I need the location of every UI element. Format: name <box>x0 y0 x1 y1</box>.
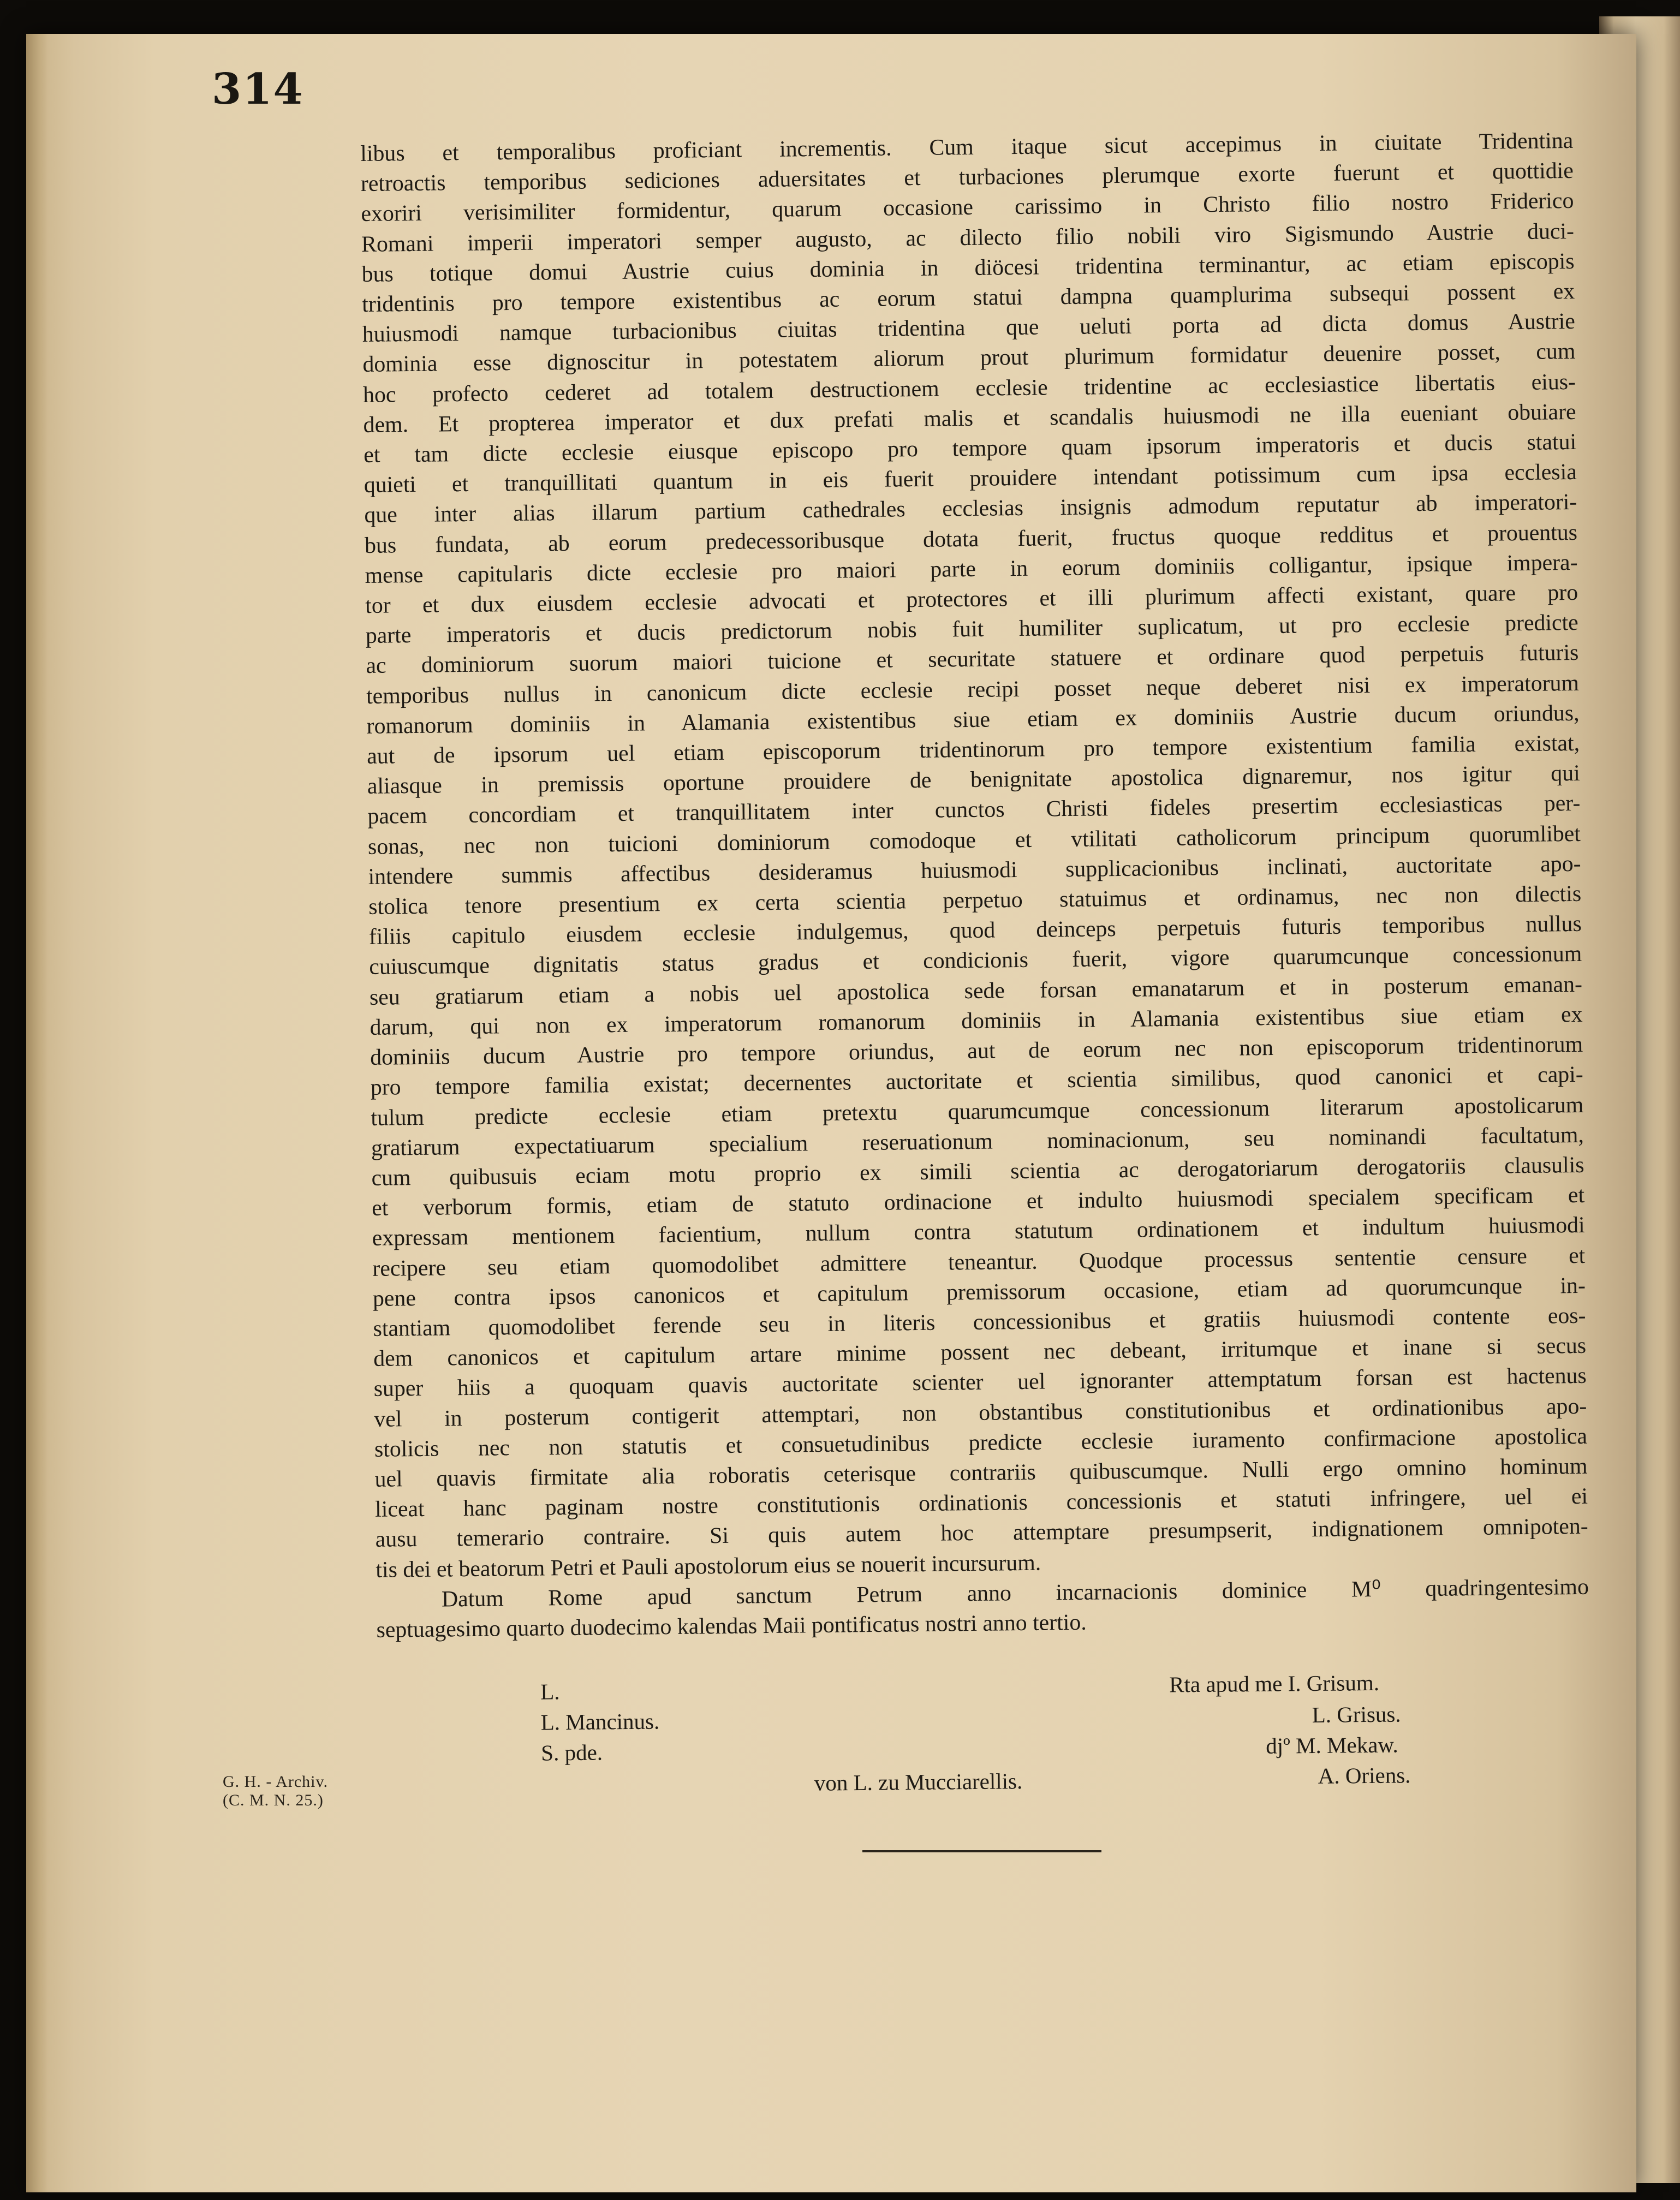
text-line: quieti et tranquillitati quantum in eis fuerit prouidere intendant potissimum cum ipsa ecclesia <box>364 460 1577 498</box>
text-line: et tam dicte ecclesie eiusque episcopo pro tempore quam ipsorum imperatoris et ducis statui <box>364 429 1577 468</box>
archive-reference <box>223 1773 328 1810</box>
text-line: liceat hanc paginam nostre constitutionis ordinationis concessionis et statuti infringere, uel ei <box>374 1483 1588 1522</box>
text-line: recipere seu etiam quomodolibet admittere teneantur. Quodque processus sententie censure et <box>372 1243 1586 1281</box>
text-line: Datum Rome apud sanctum Petrum anno incarnacionis dominice M⁰ quadringentesimo <box>441 1574 1589 1612</box>
text-line: stantiam quomodolibet ferende seu in literis concessionibus et gratiis huiusmodi contente eos- <box>373 1303 1586 1342</box>
text-line: romanorum dominiis in Alamania existentibus siue etiam ex dominiis Austrie ducum oriundus, <box>366 700 1580 739</box>
signature-right-3: djº M. Mekaw. <box>1266 1732 1398 1758</box>
text-line: filiis capitulo eiusdem ecclesie indulgemus, quod deinceps perpetuis futuris temporibus nullus <box>368 911 1582 950</box>
closing-rule <box>862 1850 1101 1852</box>
text-line: tridentinis pro tempore existentibus ac eorum statui dampna quamplurima subsequi possent ex <box>362 278 1575 317</box>
text-line: sonas, nec non tuicioni dominiorum comodoque et vtilitati catholicorum principum quorumlibet <box>367 821 1581 860</box>
page-gutter-shadow <box>26 34 48 2192</box>
text-line: intendere summis affectibus desideramus huiusmodi supplicacionibus inclinati, auctoritate apo- <box>368 851 1581 890</box>
signature-center: von L. zu Mucciarellis. <box>814 1768 1023 1796</box>
text-line: que inter alias illarum partium cathedrales ecclesias insignis admodum reputatur ab imperatori- <box>364 490 1577 528</box>
text-line: exoriri verisimiliter formidentur, quarum occasione carissimo in Christo filio nostro Friderico <box>361 188 1574 227</box>
text-line: pacem concordiam et tranquillitatem inter cunctos Christi fideles presertim ecclesiasticas per- <box>367 791 1581 830</box>
text-line: tor et dux eiusdem ecclesie advocati et protectores et illi plurimum affecti existant, quare pro <box>365 580 1578 618</box>
text-line: stolicis nec non statutis et consuetudinibus predicte ecclesie iuramento confirmacione apostolica <box>374 1423 1588 1462</box>
text-line: mense capitularis dicte ecclesie pro maiori parte in eorum dominiis colligantur, ipsique impera- <box>365 550 1578 588</box>
signature-right-2: L. Grisus. <box>1312 1701 1401 1728</box>
text-line: tis dei et beatorum Petri et Pauli apostolorum eius se nouerit incursurum. <box>376 1550 1041 1583</box>
text-line: bus fundata, ab eorum predecessoribusque dotata fuerit, fructus quoque redditus et prouentus <box>364 520 1578 558</box>
signature-left-1: L. <box>540 1679 560 1704</box>
text-line: dem. Et propterea imperator et dux prefati malis et scandalis huiusmodi ne illa eueniant obuiare <box>363 399 1576 438</box>
text-line: uel quavis firmitate alia roboratis ceterisque contrariis quibuscumque. Nulli ergo omnino hominum <box>374 1453 1588 1492</box>
text-line: retroactis temporibus sediciones aduersitates et turbaciones plerumque exorte fuerunt et quottidie <box>360 158 1574 197</box>
text-line: aliasque in premissis oportune prouidere de benignitate apostolica dignaremur, nos igitur qui <box>367 761 1580 800</box>
text-line: expressam mentionem facientium, nullum contra statutum ordinationem et indultum huiusmodi <box>372 1213 1585 1251</box>
text-line: seu gratiarum etiam a nobis uel apostolica sede forsan emanatarum et in posterum emanan- <box>369 971 1583 1010</box>
signature-right-1: Rta apud me I. Grisum. <box>1169 1670 1380 1697</box>
text-line: pene contra ipsos canonicos et capitulum premissorum occasione, etiam ad quorumcunque in- <box>372 1273 1586 1311</box>
text-line: darum, qui non ex imperatorum romanorum dominiis in Alamania existentibus siue etiam ex <box>370 1001 1583 1040</box>
text-line: parte imperatoris et ducis predictorum nobis fuit humiliter suplicatum, ut pro ecclesie predicte <box>365 610 1578 649</box>
text-line: dem canonicos et capitulum artare minime possent nec debeant, irritumque et inane si secus <box>373 1333 1587 1372</box>
text-line: ausu temerario contraire. Si quis autem hoc attemptare presumpserit, indignationem omnipoten- <box>375 1514 1588 1553</box>
text-line: Romani imperii imperatori semper augusto, ac dilecto filio nobili viro Sigismundo Austrie duci- <box>361 218 1575 257</box>
text-line: dominiis ducum Austrie pro tempore oriundus, aut de eorum nec non episcoporum tridentinorum <box>370 1032 1583 1070</box>
text-line: super hiis a quoquam quavis auctoritate scienter uel ignoranter attemptatum forsan est hactenus <box>373 1363 1587 1402</box>
text-line: tulum predicte ecclesie etiam pretextu quarumcumque concessionum literarum apostolicarum <box>371 1092 1584 1131</box>
signature-left-3: S. pde. <box>541 1739 603 1766</box>
text-line: et verborum formis, etiam de statuto ordinacione et indulto huiusmodi specialem specificam et <box>371 1182 1585 1221</box>
signature-block <box>404 1668 1606 1811</box>
signature-right-4: A. Oriens. <box>1318 1762 1411 1788</box>
signature-left-2: L. Mancinus. <box>540 1708 660 1735</box>
text-line: cuiuscumque dignitatis status gradus et condicionis fuerit, vigore quarumcunque concessionum <box>369 941 1582 980</box>
text-line: cum quibusuis eciam motu proprio ex simili scientia ac derogatoriarum derogatoriis clausulis <box>371 1152 1584 1191</box>
text-line: septuagesimo quarto duodecimo kalendas Maii pontificatus nostri anno tertio. <box>376 1609 1087 1643</box>
archive-line-1: G. H. - Archiv. <box>223 1773 329 1791</box>
archive-line-2: (C. M. N. 25.) <box>223 1791 324 1809</box>
text-line: libus et temporalibus proficiant incrementis. Cum itaque sicut accepimus in ciuitate Tridentina <box>360 128 1574 166</box>
text-line: pro tempore familia existat; decernentes auctoritate et scientia similibus, quod canonici et capi- <box>370 1062 1583 1101</box>
text-line: ac dominiorum suorum maiori tuicione et securitate statuere et ordinare quod perpetuis futuris <box>366 640 1579 679</box>
text-line: gratiarum expectatiuarum specialium reseruationum nominacionum, seu nominandi facultatum, <box>371 1122 1584 1161</box>
text-line: aut de ipsorum uel etiam episcoporum tridentinorum pro tempore existentium familia existat, <box>366 730 1580 769</box>
document-body <box>360 126 1589 1645</box>
text-line: hoc profecto cederet ad totalem destructionem ecclesie tridentine ac ecclesiastice libertatis eius- <box>362 369 1576 408</box>
text-line: vel in posterum contigerit attemptari, non obstantibus constitutionibus et ordinationibus apo- <box>374 1393 1587 1432</box>
text-line: temporibus nullus in canonicum dicte ecclesie recipi posset neque deberet nisi ex imperatorum <box>366 670 1580 709</box>
page-number: 314 <box>212 64 304 114</box>
text-line: bus totique domui Austrie cuius dominia in diöcesi tridentina terminantur, ac etiam episcopis <box>361 248 1575 287</box>
text-line: stolica tenore presentium ex certa scientia perpetuo statuimus et ordinamus, nec non dilectis <box>368 881 1582 920</box>
text-line: dominia esse dignoscitur in potestatem aliorum prout plurimum formidatur deuenire posset, cum <box>362 339 1576 378</box>
text-line: huiusmodi namque turbacionibus ciuitas tridentina que ueluti porta ad dicta domus Austrie <box>362 309 1575 348</box>
